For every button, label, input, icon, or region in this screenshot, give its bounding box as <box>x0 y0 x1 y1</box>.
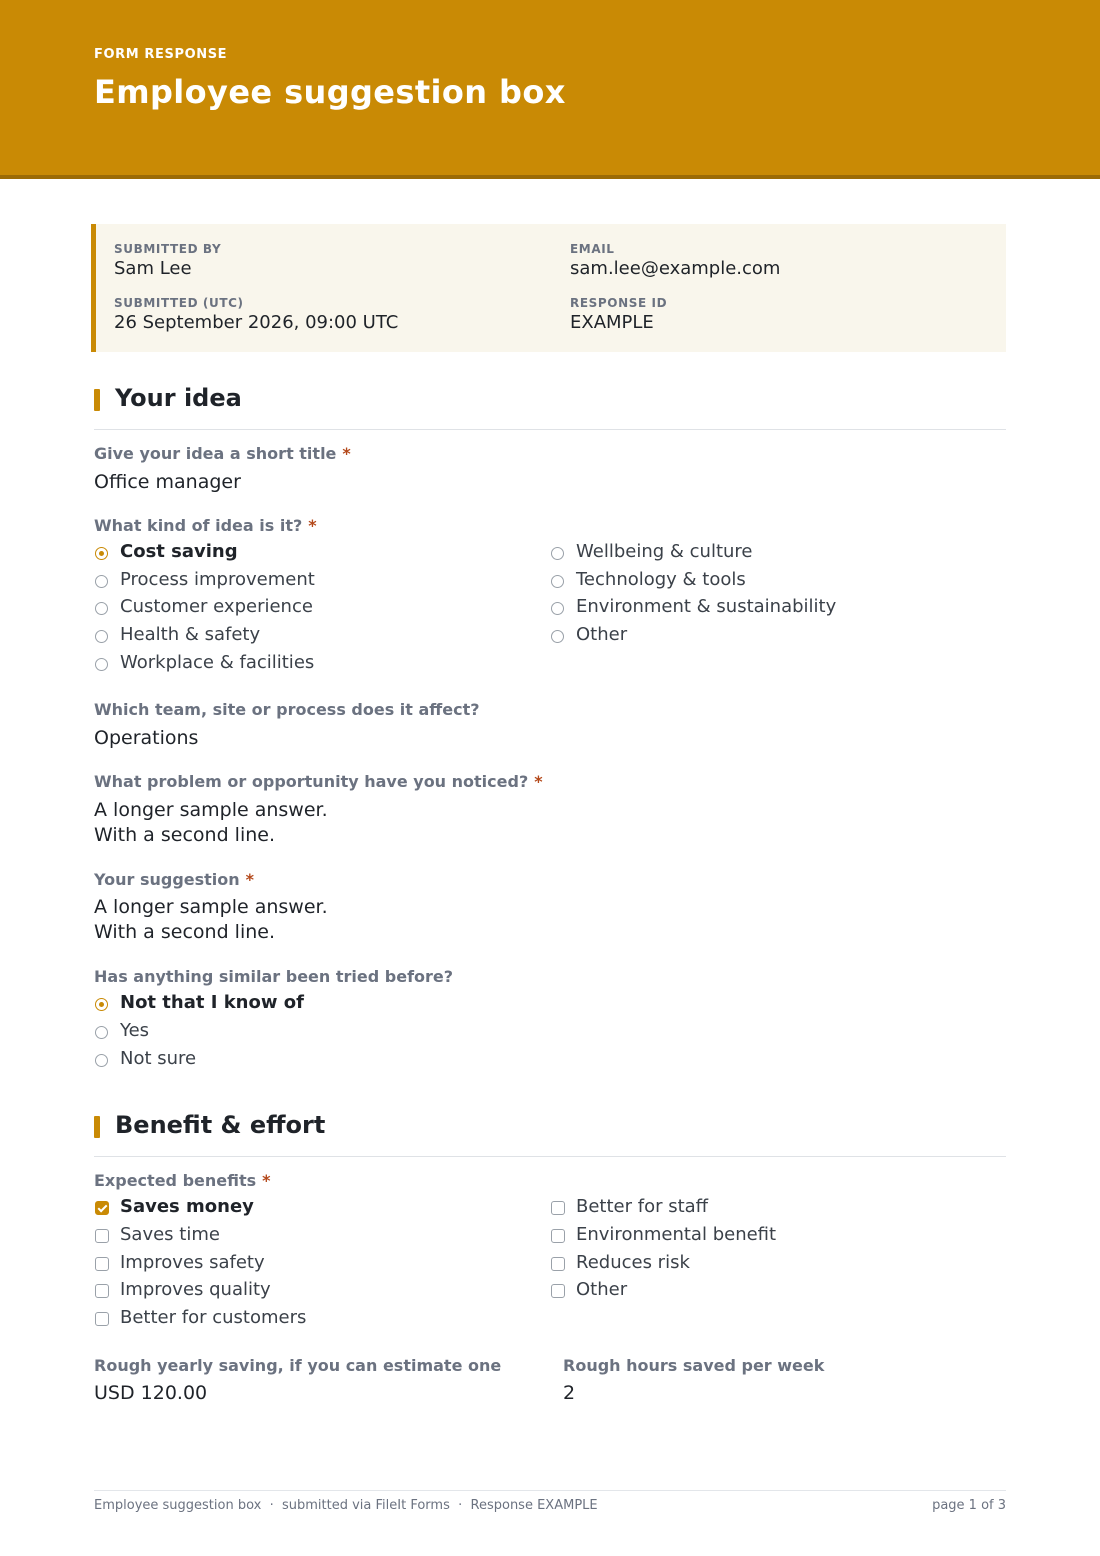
option-label: Cost saving <box>120 541 238 562</box>
option-label: Process improvement <box>120 569 315 590</box>
checkbox-empty-icon <box>95 1312 109 1326</box>
form-title: Employee suggestion box <box>94 73 566 111</box>
checkbox-empty-icon <box>95 1229 109 1243</box>
required-marker: * <box>342 444 351 463</box>
option-label: Reduces risk <box>576 1252 690 1273</box>
section-title: Your idea <box>115 384 242 412</box>
meta-submitted-by <box>114 242 221 279</box>
option-label: Saves money <box>120 1196 254 1217</box>
option-label: Not that I know of <box>120 992 304 1013</box>
option-label: Other <box>576 624 628 645</box>
option-label: Better for customers <box>120 1307 307 1328</box>
option-label: Wellbeing & culture <box>576 541 753 562</box>
question-label-title <box>94 444 351 463</box>
radio-empty-icon <box>551 630 564 643</box>
submission-meta <box>91 224 1006 352</box>
meta-value: EXAMPLE <box>570 312 654 333</box>
section-title: Benefit & effort <box>115 1111 326 1139</box>
footer-info: Employee suggestion box · submitted via FileIt Forms · Response EXAMPLE <box>94 1498 598 1513</box>
radio-empty-icon <box>95 630 108 643</box>
option-label: Saves time <box>120 1224 220 1245</box>
option-label: Environmental benefit <box>576 1224 777 1245</box>
radio-empty-icon <box>95 602 108 615</box>
answer-title: Office manager <box>94 471 241 493</box>
meta-label: RESPONSE ID <box>570 296 668 310</box>
question-text: Rough yearly saving, if you can estimate one <box>94 1356 502 1375</box>
meta-value: Sam Lee <box>114 258 192 279</box>
question-label-affect <box>94 700 480 719</box>
radio-empty-icon <box>551 547 564 560</box>
question-text: Has anything similar been tried before? <box>94 967 454 986</box>
page-number: page 1 of 3 <box>932 1498 1006 1513</box>
footer-divider <box>94 1490 1006 1491</box>
option-label: Workplace & facilities <box>120 652 315 673</box>
form-header <box>0 0 1100 179</box>
radio-empty-icon <box>95 1054 108 1067</box>
answer-line: A longer sample answer. <box>94 799 328 821</box>
meta-value: sam.lee@example.com <box>570 258 781 279</box>
radio-selected-icon <box>95 547 108 560</box>
section-accent-bar <box>94 389 100 411</box>
radio-empty-icon <box>95 1026 108 1039</box>
section-benefit-effort <box>94 1111 1006 1157</box>
radio-empty-icon <box>95 575 108 588</box>
checkbox-empty-icon <box>95 1257 109 1271</box>
option-label: Better for staff <box>576 1196 709 1217</box>
option-label: Health & safety <box>120 624 261 645</box>
question-text: Give your idea a short title <box>94 444 337 463</box>
meta-label: SUBMITTED BY <box>114 242 222 256</box>
option-label: Other <box>576 1279 628 1300</box>
meta-label: EMAIL <box>570 242 615 256</box>
question-label-benefits <box>94 1171 271 1190</box>
question-label-yearly-saving <box>94 1356 501 1375</box>
required-marker: * <box>245 870 255 889</box>
answer-line: With a second line. <box>94 921 275 943</box>
meta-label: SUBMITTED (UTC) <box>114 296 244 310</box>
question-label-hours-saved <box>563 1356 824 1375</box>
answer-problem <box>94 798 328 848</box>
checkbox-checked-icon <box>95 1201 109 1215</box>
option-label: Not sure <box>120 1048 197 1069</box>
section-your-idea <box>94 384 1006 430</box>
checkbox-empty-icon <box>95 1284 109 1298</box>
required-marker: * <box>262 1171 271 1190</box>
answer-suggestion <box>94 895 328 945</box>
question-label-problem <box>94 772 543 791</box>
required-marker: * <box>308 516 317 535</box>
meta-value: 26 September 2026, 09:00 UTC <box>114 312 399 333</box>
question-text: Expected benefits <box>94 1171 257 1190</box>
checkbox-empty-icon <box>551 1201 565 1215</box>
option-label: Yes <box>120 1020 150 1041</box>
required-marker: * <box>534 772 543 791</box>
question-text: Rough hours saved per week <box>563 1356 825 1375</box>
section-accent-bar <box>94 1116 100 1138</box>
meta-email <box>570 242 780 279</box>
question-label-suggestion <box>94 870 254 889</box>
form-kicker: FORM RESPONSE <box>94 47 228 62</box>
answer-hours-saved: 2 <box>563 1382 576 1404</box>
option-label: Improves safety <box>120 1252 265 1273</box>
option-label: Improves quality <box>120 1279 271 1300</box>
answer-yearly-saving: USD 120.00 <box>94 1382 208 1404</box>
meta-submitted-utc <box>114 296 398 333</box>
checkbox-empty-icon <box>551 1284 565 1298</box>
answer-affect: Operations <box>94 727 199 749</box>
answer-line: A longer sample answer. <box>94 896 328 918</box>
question-label-kind <box>94 516 317 535</box>
option-label: Customer experience <box>120 596 313 617</box>
option-label: Environment & sustainability <box>576 596 837 617</box>
question-text: What kind of idea is it? <box>94 516 303 535</box>
question-text: Which team, site or process does it affect? <box>94 700 480 719</box>
meta-response-id <box>570 296 667 333</box>
question-label-tried <box>94 967 453 986</box>
radio-empty-icon <box>95 658 108 671</box>
radio-selected-icon <box>95 998 108 1011</box>
checkbox-empty-icon <box>551 1229 565 1243</box>
checkbox-empty-icon <box>551 1257 565 1271</box>
answer-line: With a second line. <box>94 824 275 846</box>
question-text: What problem or opportunity have you noticed? <box>94 772 529 791</box>
option-label: Technology & tools <box>576 569 746 590</box>
radio-empty-icon <box>551 602 564 615</box>
radio-empty-icon <box>551 575 564 588</box>
question-text: Your suggestion <box>94 870 240 889</box>
